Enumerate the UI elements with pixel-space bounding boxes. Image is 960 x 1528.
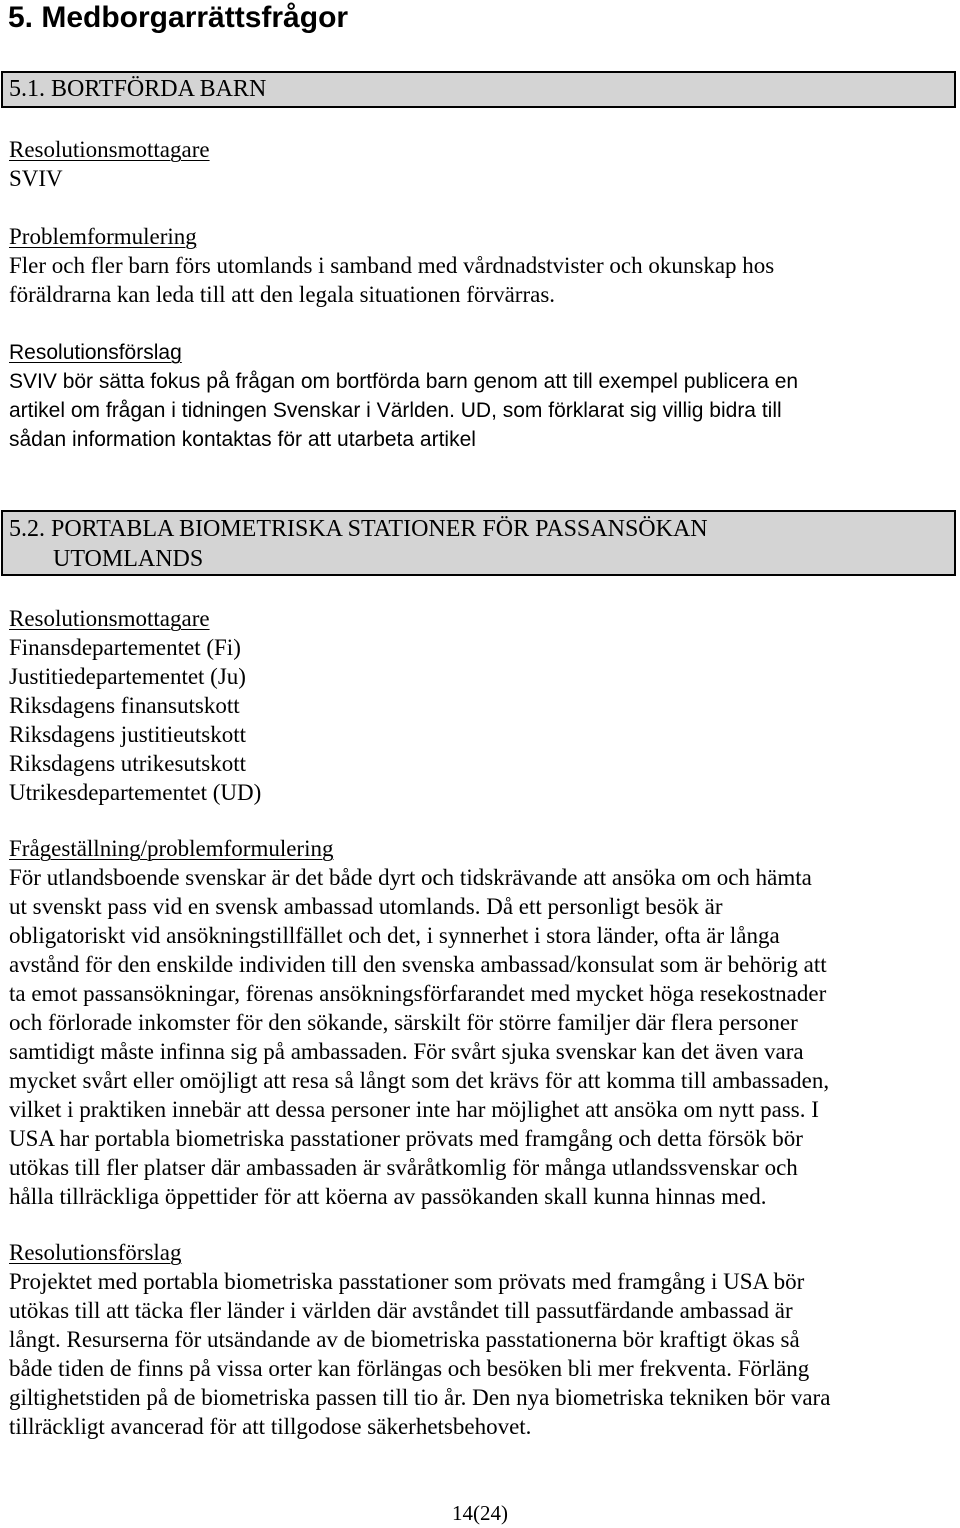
question-line: För utlandsboende svenskar är det både dyrt och tidskrävande att ansöka om och hämta — [9, 865, 812, 890]
page-number: 14(24) — [452, 1501, 508, 1525]
recipient-item: Utrikesdepartementet (UD) — [9, 780, 262, 805]
recipient-label: Resolutionsmottagare — [9, 606, 210, 631]
proposal-line: tillräckligt avancerad för att tillgodose säkerhetsbehovet. — [9, 1414, 532, 1439]
proposal-line: giltighetstiden på de biometriska passen till tio år. Den nya biometriska tekniken bör vara — [9, 1385, 831, 1410]
recipient-label: Resolutionsmottagare — [9, 137, 210, 162]
section-heading-text: 5.1. BORTFÖRDA BARN — [9, 76, 267, 102]
recipient-item: Justitiedepartementet (Ju) — [9, 664, 246, 689]
recipient-block — [9, 604, 954, 807]
section-heading-portabla-stationer — [1, 510, 956, 576]
problem-line: Fler och fler barn förs utomlands i samband med vårdnadstvister och okunskap hos — [9, 253, 775, 278]
question-line: USA har portabla biometriska passtationer prövats med framgång och detta försök bör — [9, 1126, 803, 1151]
problem-line: föräldrarna kan leda till att den legala situationen förvärras. — [9, 282, 556, 307]
question-line: obligatoriskt vid ansökningstillfället och det, i synnerhet i stora länder, ofta är långa — [9, 923, 780, 948]
page-title: 5. Medborgarrättsfrågor — [8, 1, 349, 34]
question-line: mycket svårt eller omöjligt att resa så långt som det krävs för att komma till ambassaden, — [9, 1068, 830, 1093]
recipient-item: Riksdagens finansutskott — [9, 693, 240, 718]
question-line: ut svenskt pass vid en svensk ambassad utomlands. Då ett personligt besök är — [9, 894, 723, 919]
question-line: hålla tillräckliga öppettider för att köerna av passökanden skall kunna hinnas med. — [9, 1184, 767, 1209]
recipient-item: Riksdagens justitieutskott — [9, 722, 247, 747]
question-line: samtidigt måste infinna sig på ambassaden. För svårt sjuka svenskar kan det även vara — [9, 1039, 804, 1064]
question-line: ta emot passansökningar, förenas ansökningsförfarandet med mycket höga resekostnader — [9, 981, 827, 1006]
question-line: avstånd för den enskilde individen till den svenska ambassad/konsulat som är behörig att — [9, 952, 827, 977]
question-line: utökas till fler platser där ambassaden är svåråtkomlig för många utlandssvenskar och — [9, 1155, 798, 1180]
proposal-line: sådan information kontaktas för att utarbeta artikel — [9, 428, 476, 451]
section-heading-bortforda-barn — [1, 71, 956, 108]
proposal-line: långt. Resurserna för utsändande av de biometriska passtationerna bör kraftigt ökas så — [9, 1327, 800, 1352]
problem-block — [9, 222, 954, 309]
question-line: vilket i praktiken innebär att dessa personer inte har möjlighet att ansöka om nytt pass. I — [9, 1097, 819, 1122]
section-heading-text-line2: UTOMLANDS — [53, 546, 204, 572]
recipient-value: SVIV — [9, 166, 63, 191]
problem-label: Problemformulering — [9, 224, 197, 249]
section-heading-text: 5.2. PORTABLA BIOMETRISKA STATIONER FÖR PASSANSÖKAN — [9, 516, 708, 542]
proposal-line: artikel om frågan i tidningen Svenskar i Världen. UD, som förklarat sig villig bidra till — [9, 399, 782, 422]
proposal-line: SVIV bör sätta fokus på frågan om bortförda barn genom att till exempel publicera en — [9, 370, 799, 393]
proposal-line: Projektet med portabla biometriska passtationer som prövats med framgång i USA bör — [9, 1269, 805, 1294]
question-label: Frågeställning/problemformulering — [9, 836, 334, 861]
recipient-item: Finansdepartementet (Fi) — [9, 635, 241, 660]
proposal-line: både tiden de finns på vissa orter kan förlängas och besöken bli mer frekventa. Förläng — [9, 1356, 810, 1381]
proposal-block — [9, 338, 954, 454]
proposal-block — [9, 1238, 954, 1441]
recipient-block — [9, 135, 954, 193]
proposal-label: Resolutionsförslag — [9, 341, 182, 364]
proposal-label: Resolutionsförslag — [9, 1240, 182, 1265]
proposal-line: utökas till att täcka fler länder i världen där avståndet till passutfärdande ambassad är — [9, 1298, 793, 1323]
question-line: och förlorade inkomster för den sökande, särskilt för större familjer där flera personer — [9, 1010, 798, 1035]
question-block — [9, 834, 954, 1211]
recipient-item: Riksdagens utrikesutskott — [9, 751, 247, 776]
